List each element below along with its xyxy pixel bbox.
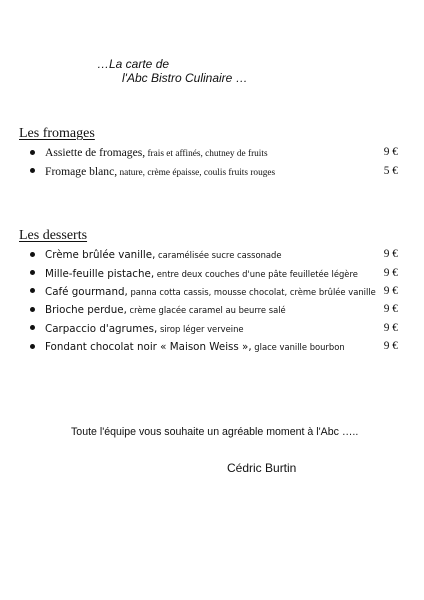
item-text bbox=[45, 162, 398, 180]
desserts-list bbox=[30, 245, 398, 355]
list-item bbox=[30, 300, 398, 318]
bullet-icon bbox=[30, 270, 35, 275]
item-text bbox=[45, 143, 398, 161]
item-description: panna cotta cassis, mousse chocolat, crème brûlée vanille bbox=[127, 286, 376, 297]
list-item bbox=[30, 161, 398, 179]
item-name: Café gourmand, bbox=[45, 285, 128, 298]
bullet-icon bbox=[30, 150, 35, 155]
item-text bbox=[45, 282, 398, 300]
item-description: glace vanille bourbon bbox=[251, 342, 345, 353]
bullet-icon bbox=[30, 325, 35, 330]
section-title-desserts: Les desserts bbox=[19, 228, 88, 243]
list-item bbox=[30, 337, 398, 355]
fromages-list bbox=[30, 143, 398, 180]
bullet-icon bbox=[30, 344, 35, 349]
item-name: Carpaccio d'agrumes, bbox=[45, 322, 158, 335]
intro-line-1: …La carte de bbox=[97, 57, 170, 71]
list-item bbox=[30, 143, 398, 161]
item-name: Crème brûlée vanille, bbox=[45, 249, 156, 262]
item-name: Fondant chocolat noir « Maison Weiss », bbox=[45, 341, 252, 354]
item-description: nature, crème épaisse, coulis fruits rouges bbox=[117, 167, 276, 178]
bullet-icon bbox=[30, 168, 35, 173]
section-title-fromages: Les fromages bbox=[19, 126, 95, 141]
item-text bbox=[45, 264, 398, 282]
item-text bbox=[45, 319, 398, 337]
item-text bbox=[45, 245, 398, 263]
item-price: 9 € bbox=[383, 266, 398, 279]
bullet-icon bbox=[30, 288, 35, 293]
list-item bbox=[30, 319, 398, 337]
item-description: caramélisée sucre cassonade bbox=[155, 250, 282, 261]
item-description: crème glacée caramel au beurre salé bbox=[126, 305, 286, 316]
item-text bbox=[45, 337, 398, 355]
list-item bbox=[30, 245, 398, 263]
item-price: 9 € bbox=[383, 284, 398, 297]
list-item bbox=[30, 282, 398, 300]
bullet-icon bbox=[30, 252, 35, 257]
item-description: frais et affinés, chutney de fruits bbox=[145, 149, 268, 160]
item-price: 9 € bbox=[383, 303, 398, 316]
item-price: 9 € bbox=[383, 321, 398, 334]
item-name: Assiette de fromages, bbox=[45, 146, 146, 160]
signature: Cédric Burtin bbox=[227, 461, 297, 475]
item-description: sirop léger verveine bbox=[157, 323, 244, 334]
closing-message: Toute l'équipe vous souhaite un agréable moment à l'Abc ….. bbox=[71, 426, 359, 438]
item-price: 9 € bbox=[383, 248, 398, 261]
item-price: 9 € bbox=[383, 146, 398, 159]
intro-line-2: l'Abc Bistro Culinaire … bbox=[122, 71, 248, 85]
list-item bbox=[30, 263, 398, 281]
item-price: 9 € bbox=[383, 340, 398, 353]
item-description: entre deux couches d'une pâte feuilletée légère bbox=[154, 268, 358, 279]
item-name: Brioche perdue, bbox=[45, 304, 127, 317]
item-name: Mille-feuille pistache, bbox=[45, 267, 155, 280]
item-text bbox=[45, 300, 398, 318]
bullet-icon bbox=[30, 307, 35, 312]
item-price: 5 € bbox=[383, 164, 398, 177]
item-name: Fromage blanc, bbox=[45, 164, 118, 178]
